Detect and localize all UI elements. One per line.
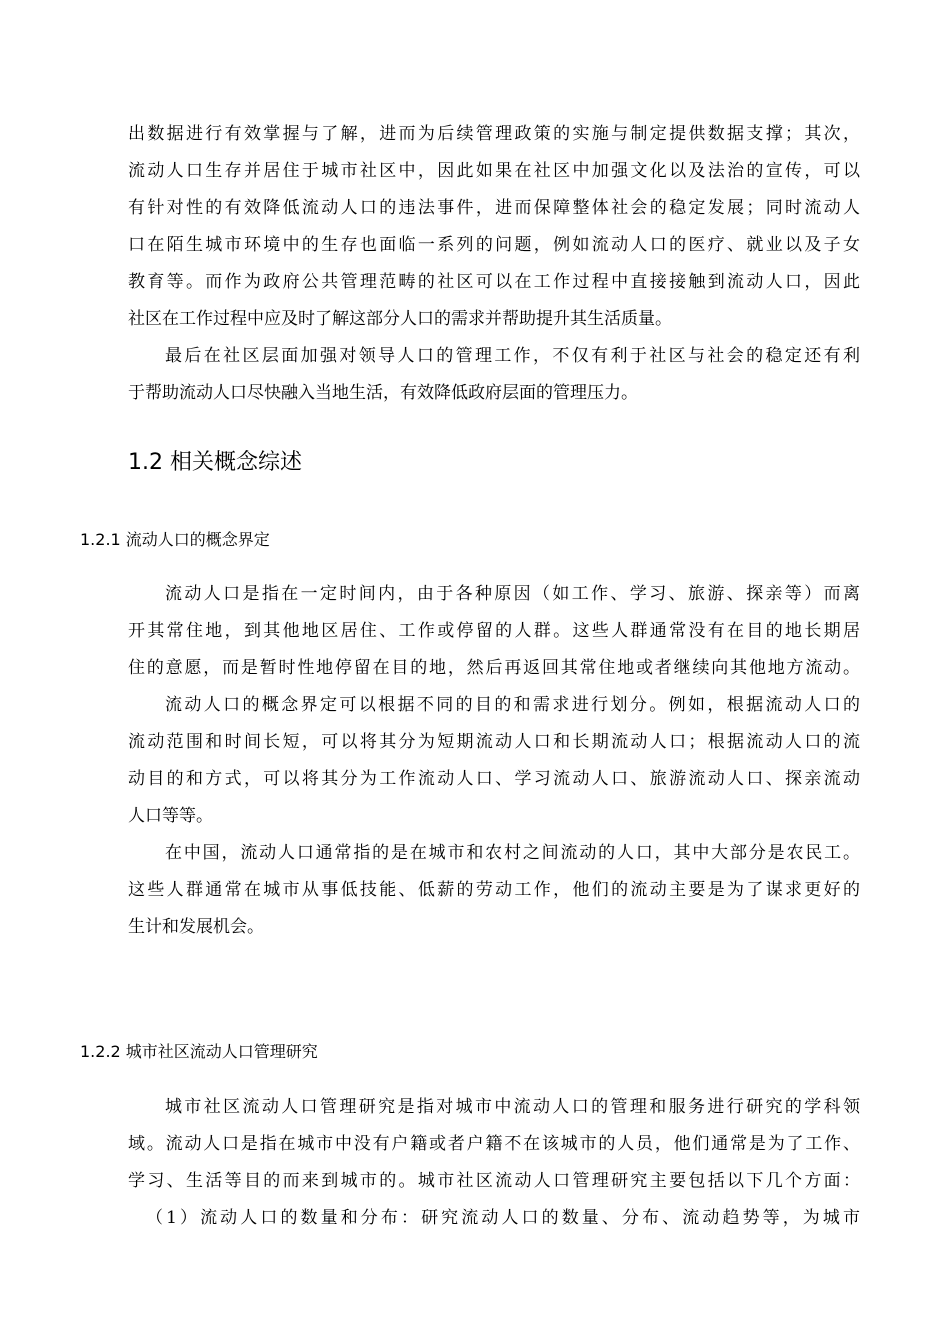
paragraph-line: 在中国，流动人口通常指的是在城市和农村之间流动的人口，其中大部分是农民工。 bbox=[165, 843, 860, 863]
paragraph-line: 流动范围和时间长短，可以将其分为短期流动人口和长期流动人口；根据流动人口的流 bbox=[128, 732, 860, 752]
paragraph-line: 城市社区流动人口管理研究是指对城市中流动人口的管理和服务进行研究的学科领 bbox=[165, 1097, 860, 1117]
paragraph-line: 流动人口生存并居住于城市社区中，因此如果在社区中加强文化以及法治的宣传，可以 bbox=[128, 161, 860, 181]
paragraph-line: 于帮助流动人口尽快融入当地生活，有效降低政府层面的管理压力。 bbox=[128, 383, 638, 403]
paragraph-line: 动目的和方式，可以将其分为工作流动人口、学习流动人口、旅游流动人口、探亲流动 bbox=[128, 769, 860, 789]
paragraph-line: 流动人口的概念界定可以根据不同的目的和需求进行划分。例如，根据流动人口的 bbox=[165, 695, 860, 715]
paragraph-line: （1）流动人口的数量和分布：研究流动人口的数量、分布、流动趋势等，为城市 bbox=[146, 1208, 860, 1228]
paragraph-line: 有针对性的有效降低流动人口的违法事件，进而保障整体社会的稳定发展；同时流动人 bbox=[128, 198, 860, 218]
paragraph-line: 口在陌生城市环境中的生存也面临一系列的问题，例如流动人口的医疗、就业以及子女 bbox=[128, 235, 860, 255]
paragraph-line: 学习、生活等目的而来到城市的。城市社区流动人口管理研究主要包括以下几个方面： bbox=[128, 1171, 860, 1191]
paragraph-line: 这些人群通常在城市从事低技能、低薪的劳动工作，他们的流动主要是为了谋求更好的 bbox=[128, 880, 860, 900]
paragraph-line: 最后在社区层面加强对领导人口的管理工作，不仅有利于社区与社会的稳定还有利 bbox=[165, 346, 860, 366]
paragraph-line: 社区在工作过程中应及时了解这部分人口的需求并帮助提升其生活质量。 bbox=[128, 309, 672, 329]
paragraph-line: 开其常住地，到其他地区居住、工作或停留的人群。这些人群通常没有在目的地长期居 bbox=[128, 621, 860, 641]
section-heading-1-2: 1.2 相关概念综述 bbox=[128, 450, 302, 475]
paragraph-line: 流动人口是指在一定时间内，由于各种原因（如工作、学习、旅游、探亲等）而离 bbox=[165, 584, 860, 604]
paragraph-line: 域。流动人口是指在城市中没有户籍或者户籍不在该城市的人员，他们通常是为了工作、 bbox=[128, 1134, 860, 1154]
paragraph-line: 生计和发展机会。 bbox=[128, 917, 264, 937]
subsection-heading-1-2-1: 1.2.1 流动人口的概念界定 bbox=[80, 530, 270, 549]
paragraph-line: 人口等等。 bbox=[128, 806, 213, 826]
subsection-heading-1-2-2: 1.2.2 城市社区流动人口管理研究 bbox=[80, 1042, 318, 1061]
paragraph-line: 教育等。而作为政府公共管理范畴的社区可以在工作过程中直接接触到流动人口，因此 bbox=[128, 272, 860, 292]
section-1-2-1-body bbox=[128, 576, 860, 946]
paragraph-line: 住的意愿，而是暂时性地停留在目的地，然后再返回其常住地或者继续向其他地方流动。 bbox=[128, 658, 860, 678]
section-1-2-2-body bbox=[128, 1089, 860, 1237]
paragraph-line: 出数据进行有效掌握与了解，进而为后续管理政策的实施与制定提供数据支撑；其次， bbox=[128, 124, 860, 144]
intro-paragraphs bbox=[128, 116, 860, 412]
